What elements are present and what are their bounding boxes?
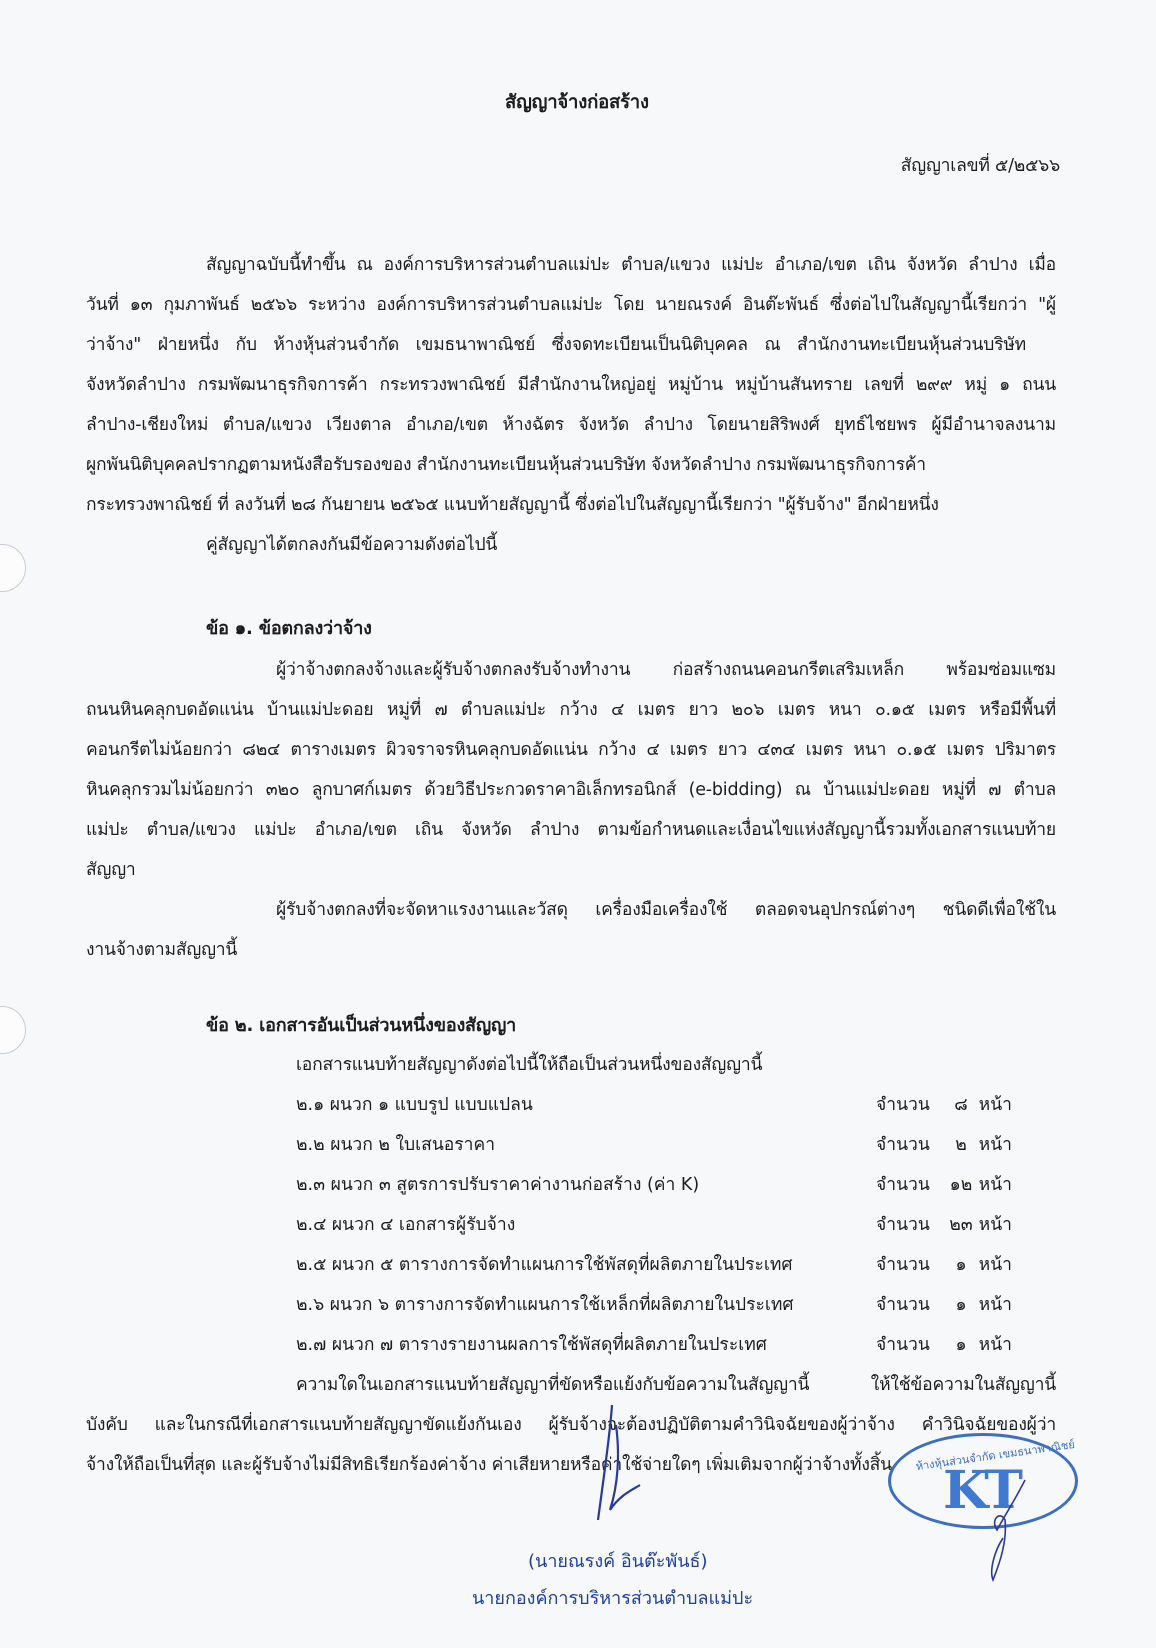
clause1-line: ถนนหินคลุกบดอัดแน่น บ้านแม่ปะดอย หมู่ที่ ๗ ตำบลแม่ปะ กว้าง ๔ เมตร ยาว ๒๐๖ เมตร หนา ๐.๑๕ เมตร หรือมีพื้นที่ xyxy=(86,700,1056,720)
clause1-line: ผู้ว่าจ้างตกลงจ้างและผู้รับจ้างตกลงรับจ้างทำงาน ก่อสร้างถนนคอนกรีตเสริมเหล็ก พร้อมซ่อมแซม xyxy=(276,660,1056,680)
annex-name: ๒.๑ ผนวก ๑ แบบรูป แบบแปลน xyxy=(296,1095,533,1115)
clause2-heading: ข้อ ๒. เอกสารอันเป็นส่วนหนึ่งของสัญญา xyxy=(206,1015,517,1036)
annex-unit: หน้า xyxy=(978,1135,1012,1155)
annex-qty: ๑ xyxy=(955,1255,967,1275)
annex-qty: ๘ xyxy=(954,1095,968,1115)
annex-row xyxy=(296,1170,1012,1198)
annex-unit: หน้า xyxy=(978,1175,1012,1195)
annex-row xyxy=(296,1290,1012,1318)
punch-hole xyxy=(0,544,26,592)
conflict-line: บังคับ และในกรณีที่เอกสารแนบท้ายสัญญาขัดแย้งกันเอง ผู้รับจ้างจะต้องปฏิบัติตามคำวินิจฉัยของผู้ว่าจ้าง คำวินิจฉัยของผู้ว่า xyxy=(86,1415,1056,1435)
annex-qty-label: จำนวน xyxy=(876,1095,930,1115)
materials-line: ผู้รับจ้างตกลงที่จะจัดหาแรงงานและวัสดุ เครื่องมือเครื่องใช้ ตลอดจนอุปกรณ์ต่างๆ ชนิดดีเพื่อใช้ใน xyxy=(276,900,1056,920)
signer-position: นายกองค์การบริหารส่วนตำบลแม่ปะ xyxy=(472,1588,754,1609)
annex-row xyxy=(296,1250,1012,1278)
clause1-heading: ข้อ ๑. ข้อตกลงว่าจ้าง xyxy=(206,618,372,639)
annex-name: ๒.๕ ผนวก ๕ ตารางการจัดทำแผนการใช้พัสดุที่ผลิตภายในประเทศ xyxy=(296,1255,793,1275)
annex-row xyxy=(296,1130,1012,1158)
annex-qty: ๒๓ xyxy=(949,1215,973,1235)
annex-row xyxy=(296,1090,1012,1118)
agreement-line: คู่สัญญาได้ตกลงกันมีข้อความดังต่อไปนี้ xyxy=(206,535,498,555)
clause2-intro: เอกสารแนบท้ายสัญญาดังต่อไปนี้ให้ถือเป็นส่วนหนึ่งของสัญญานี้ xyxy=(296,1055,763,1075)
stamp-text: ห้างหุ้นส่วนจำกัด เขมธนาพาณิชย์ xyxy=(914,1437,1076,1474)
clause1-line: คอนกรีตไม่น้อยกว่า ๘๒๔ ตารางเมตร ผิวจราจรหินคลุกบดอัดแน่น กว้าง ๔ เมตร ยาว ๔๓๔ เมตร หนา ๐.๑๕ เมตร ปริมาตร xyxy=(86,740,1056,760)
annex-row xyxy=(296,1330,1012,1358)
document-title: สัญญาจ้างก่อสร้าง xyxy=(505,92,649,113)
signer-name: (นายณรงค์ อินต๊ะพันธ์) xyxy=(528,1551,708,1572)
intro-line: กระทรวงพาณิชย์ ที่ ลงวันที่ ๒๘ กันยายน ๒๕๖๕ แนบท้ายสัญญานี้ ซึ่งต่อไปในสัญญานี้เรียกว่า "ผู้รับจ้าง" อีกฝ่ายหนึ่ง xyxy=(86,495,939,515)
annex-unit: หน้า xyxy=(978,1335,1012,1355)
conflict-line: จ้างให้ถือเป็นที่สุด และผู้รับจ้างไม่มีสิทธิเรียกร้องค่าจ้าง ค่าเสียหายหรือค่าใช้จ่ายใดๆ เพิ่มเติมจากผู้ว่าจ้างทั้งสิ้น xyxy=(86,1455,892,1475)
annex-qty: ๑ xyxy=(955,1335,967,1355)
materials-line: งานจ้างตามสัญญานี้ xyxy=(86,940,238,960)
annex-qty-label: จำนวน xyxy=(876,1255,930,1275)
annex-row xyxy=(296,1210,1012,1238)
stamp-logo: KT xyxy=(943,1460,1019,1521)
signature-scribble-icon xyxy=(590,1395,650,1525)
annex-qty-label: จำนวน xyxy=(876,1215,930,1235)
intro-line: ว่าจ้าง" ฝ่ายหนึ่ง กับ ห้างหุ้นส่วนจำกัด เขมธนาพาณิชย์ ซึ่งจดทะเบียนเป็นนิติบุคคล ณ สำนักงานทะเบียนหุ้นส่วนบริษัท xyxy=(86,335,1026,355)
annex-name: ๒.๒ ผนวก ๒ ใบเสนอราคา xyxy=(296,1135,496,1155)
annex-qty-label: จำนวน xyxy=(876,1135,930,1155)
annex-unit: หน้า xyxy=(978,1215,1012,1235)
annex-qty: ๑๒ xyxy=(949,1175,973,1195)
contractor-signature-icon xyxy=(975,1470,1045,1590)
clause1-line: สัญญา xyxy=(86,860,136,880)
annex-qty-label: จำนวน xyxy=(876,1335,930,1355)
annex-unit: หน้า xyxy=(978,1255,1012,1275)
intro-line: วันที่ ๑๓ กุมภาพันธ์ ๒๕๖๖ ระหว่าง องค์การบริหารส่วนตำบลแม่ปะ โดย นายณรงค์ อินต๊ะพันธ์ ซึ่งต่อไปในสัญญานี้เรียกว่า "ผู้ xyxy=(86,295,1056,315)
annex-qty-label: จำนวน xyxy=(876,1175,930,1195)
intro-line: สัญญาฉบับนี้ทำขึ้น ณ องค์การบริหารส่วนตำบลแม่ปะ ตำบล/แขวง แม่ปะ อำเภอ/เขต เถิน จังหวัด ลำปาง เมื่อ xyxy=(206,255,1056,275)
annex-qty: ๒ xyxy=(955,1135,967,1155)
annex-unit: หน้า xyxy=(978,1295,1012,1315)
intro-line: ผูกพันนิติบุคคลปรากฏตามหนังสือรับรองของ สำนักงานทะเบียนหุ้นส่วนบริษัท จังหวัดลำปาง กรมพัฒนาธุรกิจการค้า xyxy=(86,455,926,475)
annex-name: ๒.๓ ผนวก ๓ สูตรการปรับราคาค่างานก่อสร้าง (ค่า K) xyxy=(296,1175,700,1195)
annex-name: ๒.๔ ผนวก ๔ เอกสารผู้รับจ้าง xyxy=(296,1215,516,1235)
contract-number: สัญญาเลขที่ ๕/๒๕๖๖ xyxy=(900,156,1060,176)
intro-line: จังหวัดลำปาง กรมพัฒนาธุรกิจการค้า กระทรวงพาณิชย์ มีสำนักงานใหญ่อยู่ หมู่บ้าน หมู่บ้านสันทราย เลขที่ ๒๙๙ หมู่ ๑ ถนน xyxy=(86,375,1056,395)
clause1-line: แม่ปะ ตำบล/แขวง แม่ปะ อำเภอ/เขต เถิน จังหวัด ลำปาง ตามข้อกำหนดและเงื่อนไขแห่งสัญญานี้รวมทั้งเอกสารแนบท้าย xyxy=(86,820,1056,840)
annex-name: ๒.๗ ผนวก ๗ ตารางรายงานผลการใช้พัสดุที่ผลิตภายในประเทศ xyxy=(296,1335,767,1355)
clause1-line: หินคลุกรวมไม่น้อยกว่า ๓๒๐ ลูกบาศก์เมตร ด้วยวิธีประกวดราคาอิเล็กทรอนิกส์ (e-bidding) ณ บ้านแม่ปะดอย หมู่ที่ ๗ ตำบล xyxy=(86,780,1056,800)
annex-qty: ๑ xyxy=(955,1295,967,1315)
conflict-line: ความใดในเอกสารแนบท้ายสัญญาที่ขัดหรือแย้งกับข้อความในสัญญานี้ ให้ใช้ข้อความในสัญญานี้ xyxy=(296,1375,1056,1395)
annex-name: ๒.๖ ผนวก ๖ ตารางการจัดทำแผนการใช้เหล็กที่ผลิตภายในประเทศ xyxy=(296,1295,794,1315)
punch-hole xyxy=(0,1006,26,1054)
intro-line: ลำปาง-เชียงใหม่ ตำบล/แขวง เวียงตาล อำเภอ/เขต ห้างฉัตร จังหวัด ลำปาง โดยนายสิริพงศ์ ยุทธ์ไชยพร ผู้มีอำนาจลงนาม xyxy=(86,415,1056,435)
annex-qty-label: จำนวน xyxy=(876,1295,930,1315)
annex-unit: หน้า xyxy=(978,1095,1012,1115)
